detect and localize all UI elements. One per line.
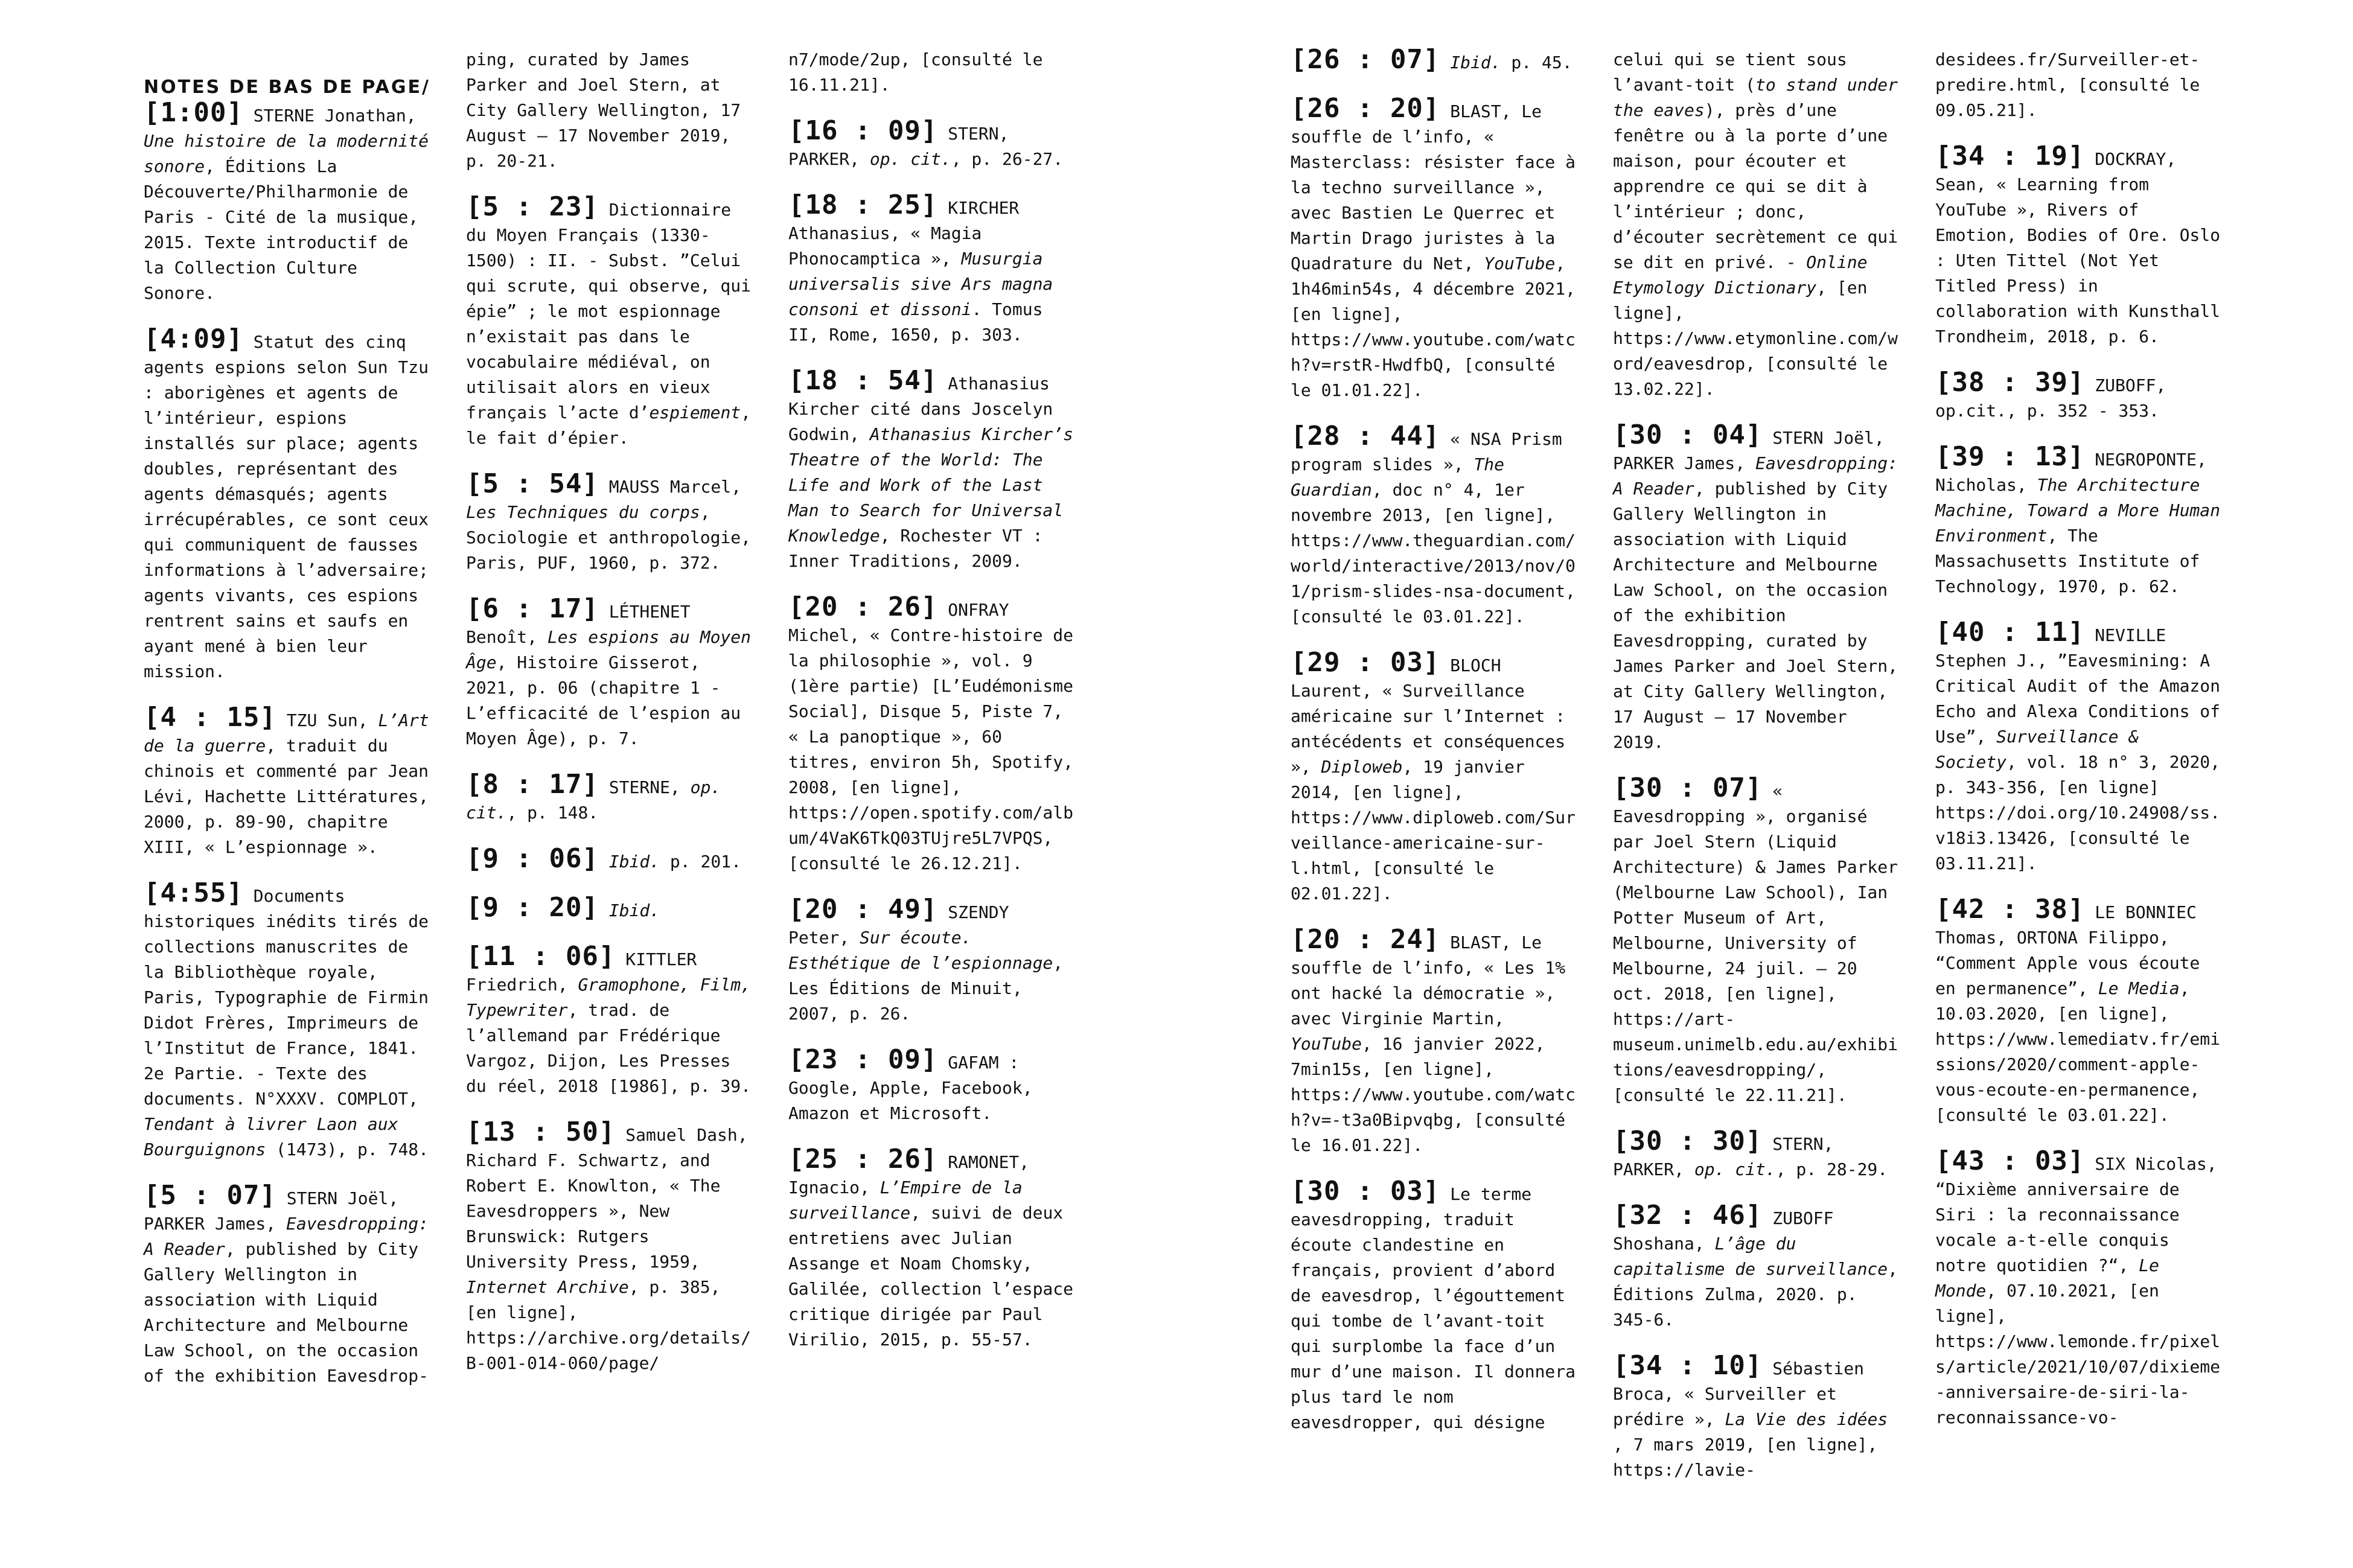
footnote bbox=[1291, 924, 1577, 1158]
footnote-timecode: [32 : 46] bbox=[1613, 1200, 1763, 1231]
footnote-text: STERN, PARKER, bbox=[788, 124, 1009, 169]
footnote bbox=[1935, 141, 2222, 349]
footnote bbox=[1291, 44, 1577, 75]
footnote-text: ZUBOFF Shoshana, bbox=[1613, 1208, 1834, 1254]
footnote-timecode: [40 : 11] bbox=[1935, 617, 2085, 648]
footnote bbox=[1291, 93, 1577, 403]
footnote-text: BLOCH Laurent, « Surveillance américaine sur l’Internet : antécédents et conséquences », bbox=[1291, 655, 1566, 777]
footnote bbox=[1935, 1146, 2222, 1430]
footnote-text bbox=[599, 852, 609, 872]
footnote-continuation bbox=[788, 47, 1075, 98]
footnote-text: GAFAM : Google, Apple, Facebook, Amazon et Microsoft. bbox=[788, 1053, 1033, 1123]
footnote-title: Sur écoute. Esthétique de l’espionnage bbox=[788, 928, 1053, 973]
footnote-text: KIRCHER Athanasius, « Magia Phonocamptica », bbox=[788, 198, 1020, 269]
footnote bbox=[144, 702, 430, 860]
footnote-text: Athanasius Kircher cité dans Joscelyn Godwin, bbox=[788, 374, 1053, 444]
footnote-text: LE BONNIEC Thomas, ORTONA Filippo, “Comment Apple vous écoute en permanence”, bbox=[1935, 902, 2200, 998]
footnote-text bbox=[599, 900, 609, 920]
footnote-text: Sébastien Broca, « Surveiller et prédire », bbox=[1613, 1359, 1864, 1429]
footnote-text: , 1h46min54s, 4 décembre 2021, [en ligne], https://www.youtube.com/watch?v=rstR-HwdfbQ, [consulté le 01.01.22]. bbox=[1291, 253, 1576, 400]
footnote-title: La Vie des idées bbox=[1725, 1409, 1888, 1429]
footnote-text: , published by City Gallery Wellington in association with Liquid Architecture and Melbourne Law School, on the occasion of the exhibition Eavesdrop- bbox=[144, 1239, 429, 1386]
footnote-timecode: [11 : 06] bbox=[466, 941, 616, 972]
footnote-title: op. cit. bbox=[869, 149, 951, 169]
footnote-continuation bbox=[466, 47, 753, 174]
footnote-text: NEVILLE Stephen J., ”Eavesmining: A Critical Audit of the Amazon Echo and Alexa Conditions of Use”, bbox=[1935, 625, 2221, 747]
footnote-text: LÉTHENET Benoît, bbox=[466, 602, 691, 647]
footnote-text: BLAST, Le souffle de l’info, « Les 1% ont hacké la démocratie », avec Virginie Martin, bbox=[1291, 932, 1566, 1028]
footnote-timecode: [4:09] bbox=[144, 323, 243, 354]
footnote bbox=[1935, 367, 2222, 424]
footnote-timecode: [20 : 26] bbox=[788, 591, 938, 622]
footnote bbox=[1291, 1176, 1577, 1435]
footnote-title: L’âge du capitalisme de surveillance bbox=[1613, 1234, 1888, 1279]
footnote-timecode: [1:00] bbox=[144, 97, 243, 128]
footnote-text: ), près d’une fenêtre ou à la porte d’une maison, pour écouter et apprendre ce qui se dit à l’intérieur ; donc, d’écouter secrètement ce qui se dit en privé. - bbox=[1613, 100, 1898, 272]
footnote-timecode: [29 : 03] bbox=[1291, 647, 1440, 678]
footnote-title: Gramophone, Film, Typewriter bbox=[466, 975, 752, 1020]
footnote-title: Les espions au Moyen Âge bbox=[466, 627, 752, 672]
footnote-title: Internet Archive bbox=[466, 1277, 629, 1297]
footnote-text: , p. 28-29. bbox=[1775, 1159, 1888, 1179]
footnote-timecode: [20 : 49] bbox=[788, 894, 938, 925]
footnote-timecode: [6 : 17] bbox=[466, 593, 599, 624]
footnote-text: DOCKRAY, Sean, « Learning from YouTube », Rivers of Emotion, Bodies of Ore. Oslo : Uten Tittel (Not Yet Titled Press) in collaboration with Kunsthall Trondheim, 2018, p. 6. bbox=[1935, 149, 2221, 346]
footnote-timecode: [5 : 07] bbox=[144, 1180, 276, 1211]
footnote-text: ONFRAY Michel, « Contre-histoire de la philosophie », vol. 9 (1ère partie) [L’Eudémonisme Social], Disque 5, Piste 7, « La panoptique », 60 titres, environ 5h, Spotify, 2008, [en ligne], https://open.spotify.com/album/4VaK6TkQ03TUjre5L7VPQS, [consulté le 26.12.21]. bbox=[788, 600, 1074, 873]
footnote-text: , Éditions La Découverte/Philharmonie de Paris - Cité de la musique, 2015. Texte introductif de la Collection Culture Sonore. bbox=[144, 156, 419, 303]
footnote-timecode: [30 : 30] bbox=[1613, 1126, 1763, 1156]
footnote-text: STERN, PARKER, bbox=[1613, 1134, 1834, 1179]
footnote-text: , [en ligne], https://www.etymonline.com/word/eavesdrop, [consulté le 13.02.22]. bbox=[1613, 278, 1898, 399]
footnote-text: NEGROPONTE, Nicholas, bbox=[1935, 450, 2207, 495]
footnote-title: L’Art de la guerre bbox=[144, 710, 429, 756]
footnote-timecode: [8 : 17] bbox=[466, 769, 599, 800]
footnotes-column-1 bbox=[144, 75, 430, 1409]
footnote-timecode: [5 : 54] bbox=[466, 468, 599, 499]
footnote bbox=[1613, 1200, 1900, 1333]
footnote-timecode: [13 : 50] bbox=[466, 1117, 616, 1147]
footnote-text: , Les Éditions de Minuit, 2007, p. 26. bbox=[788, 953, 1064, 1024]
footnote-text: SIX Nicolas, “Dixième anniversaire de Siri : la reconnaissance vocale a-t-elle conquis notre quotidien ?“, bbox=[1935, 1154, 2217, 1275]
footnote-title: Diploweb bbox=[1321, 757, 1403, 777]
footnote-text: , The Massachusetts Institute of Technology, 1970, p. 62. bbox=[1935, 526, 2200, 596]
footnote-text: , traduit du chinois et commenté par Jean Lévi, Hachette Littératures, 2000, p. 89-90, chapitre XIII, « L’espionnage ». bbox=[144, 736, 429, 857]
footnote bbox=[788, 1144, 1075, 1353]
footnote-timecode: [26 : 20] bbox=[1291, 93, 1440, 124]
footnote bbox=[788, 115, 1075, 172]
footnote-text: , 07.10.2021, [en ligne], https://www.lemonde.fr/pixels/article/2021/10/07/dixieme-anniversaire-de-siri-la-reconnaissance-vo- bbox=[1935, 1281, 2221, 1427]
footnote-text: ping, curated by James Parker and Joel Stern, at City Gallery Wellington, 17 August – 17 November 2019, p. 20-21. bbox=[466, 49, 741, 171]
footnote-timecode: [30 : 03] bbox=[1291, 1176, 1440, 1206]
footnote-timecode: [42 : 38] bbox=[1935, 894, 2085, 925]
footnote-title: Eavesdropping: A Reader bbox=[1613, 453, 1898, 499]
footnotes-column-2 bbox=[466, 47, 753, 1397]
footnote-timecode: [25 : 26] bbox=[788, 1144, 938, 1174]
footnote-title: Tendant à livrer Laon aux Bourguignons bbox=[144, 1114, 398, 1159]
footnote-title: Eavesdropping: A Reader bbox=[144, 1214, 429, 1259]
footnote-text: , 7 mars 2019, [en ligne], https://lavie- bbox=[1613, 1435, 1878, 1480]
footnote-text: , 10.03.2020, [en ligne], https://www.lemediatv.fr/emissions/2020/comment-apple-vous-ecoute-en-permanence, [consulté le 03.01.22]. bbox=[1935, 978, 2221, 1125]
footnote-text: celui qui se tient sous l’avant-toit ( bbox=[1613, 49, 1847, 95]
footnote-text: , published by City Gallery Wellington in association with Liquid Architecture and Melbourne Law School, on the occasion of the exhibition Eavesdropping, curated by James Parker and Joel Stern, at City Gallery Wellington, 17 August – 17 November 2019. bbox=[1613, 479, 1898, 752]
footnote bbox=[1935, 617, 2222, 876]
footnote bbox=[466, 941, 753, 1099]
footnote-text: KITTLER Friedrich, bbox=[466, 949, 697, 995]
footnote bbox=[466, 1117, 753, 1376]
footnote-text: , p. 148. bbox=[506, 803, 599, 823]
footnote-text: RAMONET, Ignacio, bbox=[788, 1152, 1030, 1197]
footnote-text: , p. 26-27. bbox=[951, 149, 1064, 169]
footnote-timecode: [34 : 10] bbox=[1613, 1350, 1763, 1381]
footnote bbox=[788, 591, 1075, 876]
footnote-title: Les Techniques du corps bbox=[466, 502, 700, 522]
footnote bbox=[1613, 1350, 1900, 1483]
footnote bbox=[1613, 773, 1900, 1108]
footnote-text: , Éditions Zulma, 2020. p. 345-6. bbox=[1613, 1259, 1898, 1330]
footnote-text: « NSA Prism program slides », bbox=[1291, 429, 1562, 474]
footnote bbox=[466, 769, 753, 826]
notes-heading: NOTES DE BAS DE PAGE/ bbox=[144, 77, 430, 98]
footnote-title: YouTube bbox=[1291, 1034, 1362, 1054]
footnote-text: p. 201. bbox=[660, 852, 741, 872]
footnote-timecode: [39 : 13] bbox=[1935, 441, 2085, 472]
footnote-title: Musurgia universalis sive Ars magna consoni et dissoni bbox=[788, 249, 1053, 319]
footnote-title: espiement bbox=[649, 403, 741, 422]
footnote bbox=[466, 843, 753, 875]
footnote-timecode: [18 : 25] bbox=[788, 190, 938, 220]
footnote-text: . Tomus II, Rome, 1650, p. 303. bbox=[788, 299, 1043, 345]
footnote-text: Samuel Dash, Richard F. Schwartz, and Robert E. Knowlton, « The Eavesdroppers », New Brunswick: Rutgers University Press, 1959, bbox=[466, 1125, 748, 1272]
footnote-title: Online Etymology Dictionary bbox=[1613, 252, 1868, 298]
footnote-text: , p. 385, [en ligne], https://archive.org/details/B-001-014-060/page/ bbox=[466, 1277, 752, 1373]
footnotes-column-3 bbox=[788, 47, 1075, 1373]
footnote-text: , Histoire Gisserot, 2021, p. 06 (chapitre 1 - L’efficacité de l’espion au Moyen Âge), p. 7. bbox=[466, 652, 741, 748]
footnote bbox=[466, 468, 753, 576]
footnote-text: , trad. de l’allemand par Frédérique Vargoz, Dijon, Les Presses du réel, 2018 [1986], p. 39. bbox=[466, 1000, 752, 1096]
footnote-text: , 19 janvier 2014, [en ligne], https://www.diploweb.com/Surveillance-americaine-sur-l.html, [consulté le 02.01.22]. bbox=[1291, 757, 1576, 904]
footnote-continuation bbox=[1613, 47, 1900, 402]
footnote-timecode: [18 : 54] bbox=[788, 365, 938, 396]
footnote-text: STERN Joël, PARKER James, bbox=[144, 1188, 399, 1234]
footnotes-column-5 bbox=[1613, 47, 1900, 1503]
footnote bbox=[144, 1180, 430, 1389]
footnote-timecode: [26 : 07] bbox=[1291, 44, 1440, 75]
footnote-title: Ibid. bbox=[608, 852, 660, 872]
footnote-text: « Eavesdropping », organisé par Joel Stern (Liquid Architecture) & James Parker (Melbourne Law School), Ian Potter Museum of Art, Melbourne, University of Melbourne, 24 juil. – 20 oct. 2018, [en ligne], https://art-museum.unimelb.edu.au/exhibitions/eavesdropping/, [consulté le 22.11.21]. bbox=[1613, 781, 1898, 1105]
footnote-timecode: [9 : 20] bbox=[466, 892, 599, 923]
footnote-title: Athanasius Kircher’s Theatre of the World: The Life and Work of the Last Man to Search for Universal Knowledge bbox=[788, 424, 1074, 546]
footnote-timecode: [43 : 03] bbox=[1935, 1146, 2085, 1176]
footnote bbox=[1291, 421, 1577, 629]
footnote bbox=[788, 365, 1075, 574]
footnote-title: Une histoire de la modernité sonore bbox=[144, 131, 429, 176]
footnote-timecode: [30 : 07] bbox=[1613, 773, 1763, 803]
footnote bbox=[1935, 894, 2222, 1128]
footnote-text: , Sociologie et anthropologie, Paris, PUF, 1960, p. 372. bbox=[466, 502, 752, 573]
footnote bbox=[1291, 647, 1577, 907]
footnote-title: Le Monde bbox=[1935, 1255, 2159, 1301]
footnote-timecode: [5 : 23] bbox=[466, 191, 599, 222]
footnote bbox=[466, 191, 753, 451]
footnote-text: Documents historiques inédits tirés de collections manuscrites de la Bibliothèque royale, Paris, Typographie de Firmin Didot Frères, Imprimeurs de l’Institut de France, 1841. 2e Partie. - Texte des documents. N°XXXV. COMPLOT, bbox=[144, 886, 429, 1109]
footnote bbox=[788, 190, 1075, 348]
footnote-text: Dictionnaire du Moyen Français (1330-1500) : II. - Subst. ”Celui qui scrute, qui observe, qui épie” ; le mot espionnage n’existait pas dans le vocabulaire médiéval, on utilisait alors en vieux français l’acte d’ bbox=[466, 200, 752, 422]
footnote bbox=[144, 323, 430, 684]
footnote-timecode: [34 : 19] bbox=[1935, 141, 2085, 171]
footnote bbox=[1613, 419, 1900, 755]
footnote-timecode: [30 : 04] bbox=[1613, 419, 1763, 450]
footnote-timecode: [4:55] bbox=[144, 878, 243, 908]
footnote-title: op. cit. bbox=[1694, 1159, 1776, 1179]
footnote-title: to stand under the eaves bbox=[1613, 75, 1898, 120]
footnote-title: Le Media bbox=[2098, 978, 2180, 998]
footnote-text: desidees.fr/Surveiller-et-predire.html, [consulté le 09.05.21]. bbox=[1935, 49, 2200, 120]
footnote-text: MAUSS Marcel, bbox=[598, 477, 741, 497]
footnote-text: , le fait d’épier. bbox=[466, 403, 752, 448]
footnote-text: , suivi de deux entretiens avec Julian Assange et Noam Chomsky, Galilée, collection l’espace critique dirigée par Paul Virilio, 2015, p. 55-57. bbox=[788, 1203, 1074, 1350]
footnote-text: Le terme eavesdropping, traduit écoute clandestine en français, provient d’abord de eavesdrop, l’égouttement qui tombe de l’avant-toit qui surplombe la face d’un mur d’une maison. Il donnera plus tard le nom eavesdropper, qui désigne bbox=[1291, 1184, 1576, 1432]
footnote-text: SZENDY Peter, bbox=[788, 902, 1009, 948]
footnote-title: YouTube bbox=[1484, 253, 1556, 273]
footnote bbox=[1935, 441, 2222, 599]
footnote-timecode: [4 : 15] bbox=[144, 702, 276, 733]
footnote-title: Ibid. bbox=[608, 900, 660, 920]
footnote-text: STERN Joël, PARKER James, bbox=[1613, 428, 1885, 473]
footnote-text: Statut des cinq agents espions selon Sun Tzu : aborigènes et agents de l’intérieur, espions installés sur place; agents doubles, représentant des agents démasqués; agents irrécupérables, ce sont ceux qui communiquent de fausses informations à l’adversaire; agents vivants, ces espions rentrent sains et saufs en ayant mené à bien leur mission. bbox=[144, 332, 429, 681]
footnote-title: The Architecture Machine, Toward a More Human Environment bbox=[1935, 475, 2221, 546]
footnote-text: n7/mode/2up, [consulté le 16.11.21]. bbox=[788, 49, 1043, 95]
footnote-timecode: [28 : 44] bbox=[1291, 421, 1440, 451]
footnote-timecode: [23 : 09] bbox=[788, 1044, 938, 1075]
footnote-text: , Rochester VT : Inner Traditions, 2009. bbox=[788, 526, 1043, 571]
footnote bbox=[144, 97, 430, 306]
footnote-text: ZUBOFF, op.cit., p. 352 - 353. bbox=[1935, 375, 2166, 421]
footnote-text bbox=[1440, 53, 1450, 72]
footnote bbox=[788, 894, 1075, 1027]
footnote bbox=[466, 593, 753, 751]
footnote-text: STERNE Jonathan, bbox=[243, 106, 417, 126]
footnote-text: STERNE, bbox=[598, 777, 691, 797]
footnote-text: (1473), p. 748. bbox=[266, 1139, 429, 1159]
footnote-title: Ibid. bbox=[1450, 53, 1501, 72]
footnotes-column-4 bbox=[1291, 44, 1577, 1456]
footnote-continuation bbox=[1935, 47, 2222, 123]
footnote-title: op. cit. bbox=[466, 777, 721, 823]
footnote bbox=[1613, 1126, 1900, 1182]
footnote-text: TZU Sun, bbox=[276, 710, 378, 730]
footnote-title: The Guardian bbox=[1291, 454, 1505, 500]
footnote bbox=[144, 878, 430, 1162]
footnote-timecode: [20 : 24] bbox=[1291, 924, 1440, 955]
footnote-text: BLAST, Le souffle de l’info, « Masterclass: résister face à la techno surveillance », avec Bastien Le Querrec et Martin Drago juristes à la Quadrature du Net, bbox=[1291, 101, 1576, 273]
footnote-text: , vol. 18 n° 3, 2020, p. 343-356, [en ligne] https://doi.org/10.24908/ss.v18i3.13426, [consulté le 03.11.21]. bbox=[1935, 752, 2221, 873]
footnote bbox=[788, 1044, 1075, 1126]
footnote-text: p. 45. bbox=[1501, 53, 1572, 72]
footnote-title: Surveillance & Society bbox=[1935, 727, 2139, 772]
footnote bbox=[466, 892, 753, 923]
footnote-timecode: [16 : 09] bbox=[788, 115, 938, 146]
footnote-text: , 16 janvier 2022, 7min15s, [en ligne], https://www.youtube.com/watch?v=-t3a0Bipvqbg, [consulté le 16.01.22]. bbox=[1291, 1034, 1576, 1155]
footnote-timecode: [9 : 06] bbox=[466, 843, 599, 874]
footnotes-column-6 bbox=[1935, 47, 2222, 1451]
footnote-text: , doc n° 4, 1er novembre 2013, [en ligne], https://www.theguardian.com/world/interactive/2013/nov/01/prism-slides-nsa-document, [consulté le 03.01.22]. bbox=[1291, 480, 1576, 626]
footnote-timecode: [38 : 39] bbox=[1935, 367, 2085, 398]
footnote-title: L’Empire de la surveillance bbox=[788, 1178, 1023, 1223]
